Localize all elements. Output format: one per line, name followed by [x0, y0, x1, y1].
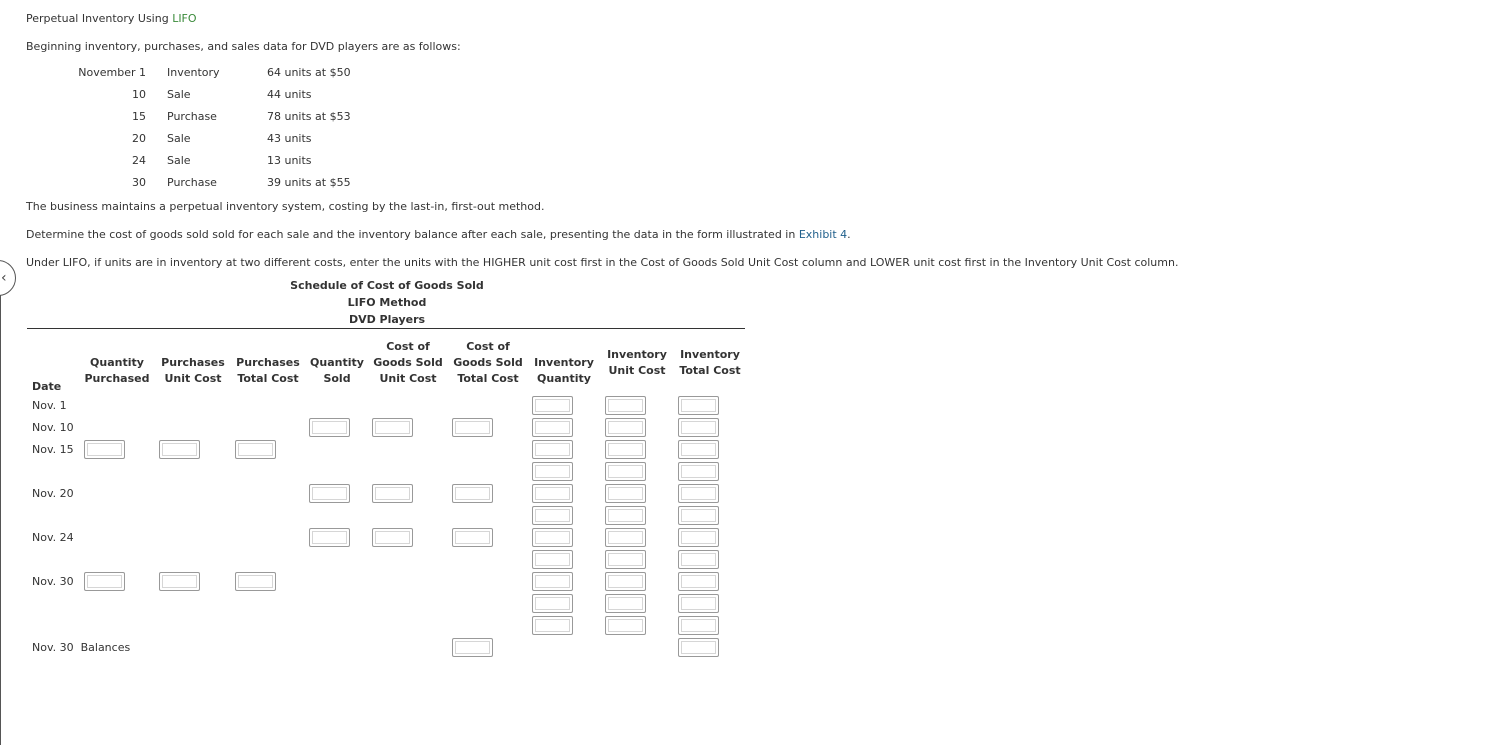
header-quantity-sold: Quantity Sold	[310, 356, 364, 385]
nov15-purchases-total-cost-input[interactable]	[235, 440, 276, 459]
problem-heading: Perpetual Inventory Using LIFO	[26, 12, 197, 25]
data-date: 20	[132, 132, 146, 145]
inventory-quantity-input[interactable]	[532, 418, 573, 437]
method-text: The business maintains a perpetual inventory system, costing by the last-in, first-out method.	[26, 200, 545, 213]
data-detail: 39 units at $55	[267, 176, 351, 189]
nov15-quantity-purchased-input[interactable]	[84, 440, 125, 459]
nov15-purchases-unit-cost-input[interactable]	[159, 440, 200, 459]
inventory-total-cost-input[interactable]	[678, 440, 719, 459]
row-label-nov-1: Nov. 1	[32, 399, 67, 412]
inventory-unit-cost-input[interactable]	[605, 418, 646, 437]
left-border	[0, 280, 1, 745]
nov10-cogs-total-cost-input[interactable]	[452, 418, 493, 437]
header-inventory-unit-cost: Inventory Unit Cost	[607, 348, 667, 377]
balance-cogs-total-cost-input[interactable]	[452, 638, 493, 657]
row-label-nov-24: Nov. 24	[32, 531, 74, 544]
exhibit-4-link[interactable]: Exhibit 4	[798, 228, 848, 241]
data-type: Sale	[167, 132, 191, 145]
nov30-purchases-unit-cost-input[interactable]	[159, 572, 200, 591]
header-inventory-quantity: Inventory Quantity	[534, 356, 594, 385]
nov20-cogs-total-cost-input[interactable]	[452, 484, 493, 503]
data-detail: 64 units at $50	[267, 66, 351, 79]
data-date: 24	[132, 154, 146, 167]
data-type: Purchase	[167, 176, 217, 189]
schedule-method: LIFO Method	[347, 296, 427, 309]
inventory-quantity-input[interactable]	[532, 528, 573, 547]
lifo-note: Under LIFO, if units are in inventory at two different costs, enter the units with the HIGHER unit cost first in the Cost of Goods Sold Unit Cost column and LOWER unit cost first in the Inventory Unit Cost column.	[26, 256, 1179, 269]
header-quantity-purchased: Quantity Purchased	[84, 356, 150, 385]
schedule-title: Schedule of Cost of Goods Sold	[290, 279, 484, 292]
inventory-quantity-input[interactable]	[532, 616, 573, 635]
inventory-unit-cost-input[interactable]	[605, 484, 646, 503]
header-cogs-total-cost: Cost of Goods Sold Total Cost	[453, 340, 523, 385]
nov24-cogs-unit-cost-input[interactable]	[372, 528, 413, 547]
data-type: Sale	[167, 88, 191, 101]
nov20-quantity-sold-input[interactable]	[309, 484, 350, 503]
inventory-total-cost-input[interactable]	[678, 594, 719, 613]
row-label-nov-15: Nov. 15	[32, 443, 74, 456]
inventory-quantity-input[interactable]	[532, 462, 573, 481]
inventory-unit-cost-input[interactable]	[605, 616, 646, 635]
inventory-quantity-input[interactable]	[532, 572, 573, 591]
nov30-purchases-total-cost-input[interactable]	[235, 572, 276, 591]
data-type: Sale	[167, 154, 191, 167]
row-label-nov-30: Nov. 30	[32, 575, 74, 588]
inventory-unit-cost-input[interactable]	[605, 396, 646, 415]
nov24-quantity-sold-input[interactable]	[309, 528, 350, 547]
intro-text: Beginning inventory, purchases, and sales data for DVD players are as follows:	[26, 40, 461, 53]
inventory-quantity-input[interactable]	[532, 440, 573, 459]
balance-inventory-total-cost-input[interactable]	[678, 638, 719, 657]
inventory-total-cost-input[interactable]	[678, 572, 719, 591]
lifo-link[interactable]: LIFO	[172, 12, 197, 25]
nov24-cogs-total-cost-input[interactable]	[452, 528, 493, 547]
row-label-nov-20: Nov. 20	[32, 487, 74, 500]
inventory-unit-cost-input[interactable]	[605, 594, 646, 613]
inventory-unit-cost-input[interactable]	[605, 528, 646, 547]
chevron-left-icon: ‹	[1, 270, 7, 286]
collapse-panel-button[interactable]	[0, 260, 16, 296]
inventory-total-cost-input[interactable]	[678, 550, 719, 569]
instruction-text: Determine the cost of goods sold sold for each sale and the inventory balance after each sale, presenting the data in the form illustrated in Exhibit 4.	[26, 228, 851, 241]
header-date: Date	[32, 380, 62, 393]
data-date: 15	[132, 110, 146, 123]
data-detail: 43 units	[267, 132, 312, 145]
inventory-total-cost-input[interactable]	[678, 506, 719, 525]
inventory-quantity-input[interactable]	[532, 594, 573, 613]
inventory-total-cost-input[interactable]	[678, 418, 719, 437]
data-detail: 44 units	[267, 88, 312, 101]
inventory-total-cost-input[interactable]	[678, 396, 719, 415]
data-detail: 13 units	[267, 154, 312, 167]
inventory-total-cost-input[interactable]	[678, 616, 719, 635]
header-divider	[27, 328, 745, 329]
inventory-unit-cost-input[interactable]	[605, 440, 646, 459]
inventory-total-cost-input[interactable]	[678, 462, 719, 481]
header-purchases-total-cost: Purchases Total Cost	[236, 356, 300, 385]
row-label-nov-30-balances: Nov. 30 Balances	[32, 641, 131, 654]
inventory-quantity-input[interactable]	[532, 484, 573, 503]
header-cogs-unit-cost: Cost of Goods Sold Unit Cost	[373, 340, 443, 385]
nov10-cogs-unit-cost-input[interactable]	[372, 418, 413, 437]
header-inventory-total-cost: Inventory Total Cost	[679, 348, 741, 377]
data-date: November 1	[78, 66, 146, 79]
nov20-cogs-unit-cost-input[interactable]	[372, 484, 413, 503]
header-purchases-unit-cost: Purchases Unit Cost	[161, 356, 225, 385]
data-date: 30	[132, 176, 146, 189]
inventory-quantity-input[interactable]	[532, 550, 573, 569]
inventory-unit-cost-input[interactable]	[605, 506, 646, 525]
inventory-unit-cost-input[interactable]	[605, 572, 646, 591]
inventory-unit-cost-input[interactable]	[605, 462, 646, 481]
data-date: 10	[132, 88, 146, 101]
inventory-unit-cost-input[interactable]	[605, 550, 646, 569]
inventory-total-cost-input[interactable]	[678, 484, 719, 503]
inventory-quantity-input[interactable]	[532, 396, 573, 415]
inventory-quantity-input[interactable]	[532, 506, 573, 525]
data-type: Inventory	[167, 66, 220, 79]
row-label-nov-10: Nov. 10	[32, 421, 74, 434]
schedule-product: DVD Players	[348, 313, 426, 326]
data-type: Purchase	[167, 110, 217, 123]
nov10-quantity-sold-input[interactable]	[309, 418, 350, 437]
inventory-total-cost-input[interactable]	[678, 528, 719, 547]
nov30-quantity-purchased-input[interactable]	[84, 572, 125, 591]
data-detail: 78 units at $53	[267, 110, 351, 123]
